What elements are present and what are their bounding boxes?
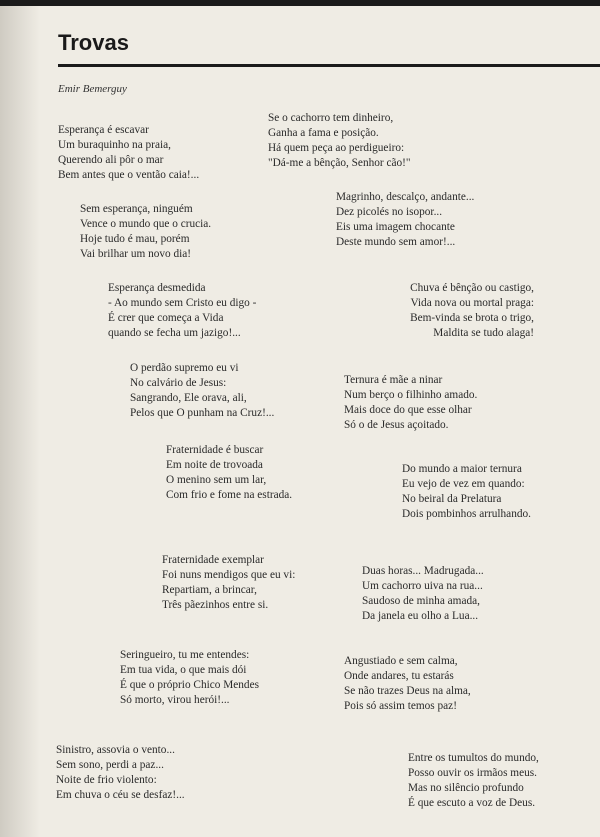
stanza-line: Pelos que O punham na Cruz!... xyxy=(130,407,275,419)
stanza-seringueiro xyxy=(120,648,259,708)
stanza-line: Sem sono, perdi a paz... xyxy=(56,759,164,771)
stanza-line: Ternura é mãe a ninar xyxy=(344,374,443,386)
stanza-line: Maldita se tudo alaga! xyxy=(433,327,534,339)
stanza-line: Se o cachorro tem dinheiro, xyxy=(268,112,394,124)
stanza-line: Em tua vida, o que mais dói xyxy=(120,664,247,676)
stanza-duas-horas xyxy=(362,564,484,624)
stanza-line: É que escuto a voz de Deus. xyxy=(408,797,536,809)
stanza-line: É crer que começa a Vida xyxy=(108,312,224,324)
stanza-line: - Ao mundo sem Cristo eu digo - xyxy=(108,297,257,309)
stanza-line: Só morto, virou herói!... xyxy=(120,694,230,706)
stanza-magrinho-descalco xyxy=(336,190,474,250)
stanza-line: Fraternidade exemplar xyxy=(162,554,264,566)
stanza-line: Duas horas... Madrugada... xyxy=(362,565,484,577)
stanza-line: Só o de Jesus açoitado. xyxy=(344,419,449,431)
stanza-line: Sinistro, assovia o vento... xyxy=(56,744,175,756)
stanza-esperanca-desmedida xyxy=(108,281,256,341)
stanza-line: O menino sem um lar, xyxy=(166,474,267,486)
stanza-cachorro-dinheiro xyxy=(268,111,411,171)
stanza-line: Entre os tumultos do mundo, xyxy=(408,752,539,764)
stanza-sem-esperanca xyxy=(80,202,211,262)
stanza-ternura-mae xyxy=(344,373,477,433)
stanza-line: Bem antes que o ventão caia!... xyxy=(58,169,200,181)
stanza-line: "Dá-me a bênção, Senhor cão!" xyxy=(268,157,411,169)
stanza-line: Um cachorro uiva na rua... xyxy=(362,580,483,592)
stanza-fraternidade-buscar xyxy=(166,443,292,503)
stanza-line: Dez picolés no isopor... xyxy=(336,206,443,218)
stanza-line: Saudoso de minha amada, xyxy=(362,595,480,607)
stanza-line: Mais doce do que esse olhar xyxy=(344,404,472,416)
stanza-line: Vai brilhar um novo dia! xyxy=(80,248,192,260)
stanza-line: quando se fecha um jazigo!... xyxy=(108,327,241,339)
stanza-line: Com frio e fome na estrada. xyxy=(166,489,293,501)
stanza-line: Seringueiro, tu me entendes: xyxy=(120,649,250,661)
stanza-line: Um buraquinho na praia, xyxy=(58,139,171,151)
stanza-esperanca-escavar xyxy=(58,123,199,183)
stanza-line: Se não trazes Deus na alma, xyxy=(344,685,471,697)
stanza-line: Vida nova ou mortal praga: xyxy=(410,297,534,309)
stanza-line: Foi nuns mendigos que eu vi: xyxy=(162,569,296,581)
stanza-sinistro-vento xyxy=(56,743,185,803)
stanza-line: Esperança desmedida xyxy=(108,282,206,294)
stanza-line: Magrinho, descalço, andante... xyxy=(336,191,475,203)
stanza-line: Hoje tudo é mau, porém xyxy=(80,233,190,245)
stanza-line: Vence o mundo que o crucia. xyxy=(80,218,212,230)
stanza-chuva-bencao xyxy=(410,281,534,341)
stanza-line: Deste mundo sem amor!... xyxy=(336,236,456,248)
stanza-angustiado xyxy=(344,654,471,714)
stanza-line: Num berço o filhinho amado. xyxy=(344,389,478,401)
page-title: Trovas xyxy=(58,30,129,55)
stanza-line: Há quem peça ao perdigueiro: xyxy=(268,142,405,154)
stanza-line: É que o próprio Chico Mendes xyxy=(120,679,259,691)
stanza-line: Dois pombinhos arrulhando. xyxy=(402,508,531,520)
stanza-maior-ternura xyxy=(402,462,531,522)
stanza-line: Onde andares, tu estarás xyxy=(344,670,454,682)
stanza-line: No beiral da Prelatura xyxy=(402,493,502,505)
stanza-line: Bem-vinda se brota o trigo, xyxy=(410,312,534,324)
stanza-line: Chuva é bênção ou castigo, xyxy=(410,282,534,294)
stanza-line: Fraternidade é buscar xyxy=(166,444,264,456)
top-rule xyxy=(0,0,600,6)
stanza-line: Mas no silêncio profundo xyxy=(408,782,524,794)
stanza-line: No calvário de Jesus: xyxy=(130,377,227,389)
page-binding-shadow xyxy=(0,0,40,837)
stanza-line: Eis uma imagem chocante xyxy=(336,221,455,233)
stanza-perdao-supremo xyxy=(130,361,274,421)
stanza-tumultos-mundo xyxy=(408,751,539,811)
stanza-fraternidade-exemplar xyxy=(162,553,295,613)
stanza-line: Esperança é escavar xyxy=(58,124,149,136)
stanza-line: Pois só assim temos paz! xyxy=(344,700,457,712)
stanza-line: O perdão supremo eu vi xyxy=(130,362,239,374)
stanza-line: Sem esperança, ninguém xyxy=(80,203,193,215)
stanza-line: Posso ouvir os irmãos meus. xyxy=(408,767,537,779)
stanza-line: Noite de frio violento: xyxy=(56,774,157,786)
stanza-line: Querendo ali pôr o mar xyxy=(58,154,164,166)
stanza-line: Três pãezinhos entre si. xyxy=(162,599,269,611)
stanza-line: Angustiado e sem calma, xyxy=(344,655,458,667)
author-name: Emir Bemerguy xyxy=(58,83,127,95)
stanza-line: Repartiam, a brincar, xyxy=(162,584,257,596)
stanza-line: Eu vejo de vez em quando: xyxy=(402,478,525,490)
stanza-line: Em noite de trovoada xyxy=(166,459,263,471)
stanza-line: Sangrando, Ele orava, ali, xyxy=(130,392,247,404)
stanza-line: Ganha a fama e posição. xyxy=(268,127,379,139)
stanza-line: Do mundo a maior ternura xyxy=(402,463,522,475)
title-rule xyxy=(58,64,600,67)
stanza-line: Em chuva o céu se desfaz!... xyxy=(56,789,185,801)
stanza-line: Da janela eu olho a Lua... xyxy=(362,610,479,622)
